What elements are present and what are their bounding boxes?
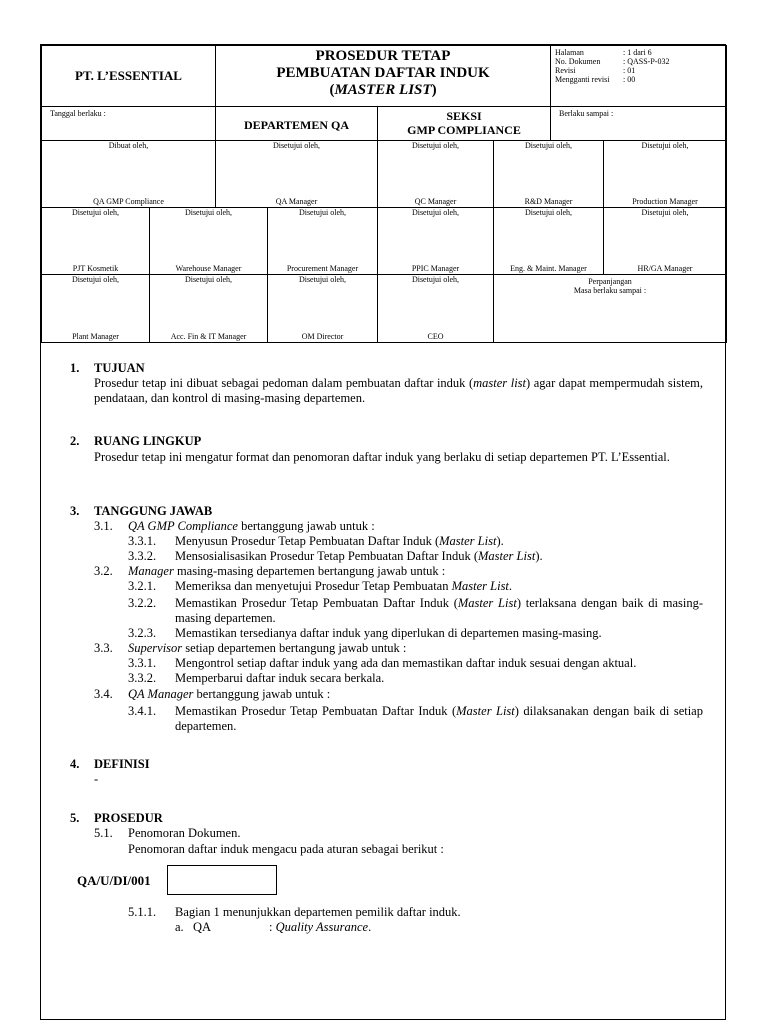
masa-berlaku-label: Masa berlaku sampai :	[573, 286, 647, 295]
meta-label: No. Dokumen	[555, 57, 601, 66]
approval-cell	[377, 274, 494, 343]
tanggal-berlaku-cell	[41, 106, 216, 141]
perpanjangan-cell	[493, 274, 727, 343]
item-text	[175, 534, 504, 549]
approval-cell	[149, 207, 268, 275]
item-text	[128, 564, 445, 579]
approval-cell	[215, 140, 378, 208]
approval-caption: Disetujui oleh,	[272, 141, 321, 150]
text-run: Memeriksa dan menyetujui Prosedur Tetap Pembuatan	[175, 579, 452, 593]
text-run: bertanggung jawab untuk :	[193, 687, 331, 701]
approval-caption: Disetujui oleh,	[641, 141, 689, 150]
title-line-3-italic: MASTER LIST	[334, 82, 432, 98]
approval-cell	[41, 207, 150, 275]
document-code: QA/U/DI/001	[77, 873, 151, 888]
item-text	[128, 687, 330, 702]
text-run-italic: Master List	[439, 534, 497, 548]
meta-block	[555, 48, 725, 84]
item-text	[128, 519, 375, 534]
meta-row	[555, 75, 725, 84]
approval-cell	[493, 207, 604, 275]
approval-role: QC Manager	[414, 197, 457, 206]
berlaku-sampai-cell	[550, 106, 727, 141]
item-number: 5.1.	[94, 826, 113, 840]
section-title: PROSEDUR	[94, 811, 163, 825]
approval-cell	[603, 140, 727, 208]
text-run: ).	[535, 549, 543, 563]
item-text: Penomoran Dokumen.	[128, 826, 241, 840]
section-title: TUJUAN	[94, 361, 145, 375]
text-run: ) terlaksana dengan baik di masing-masing departemen.	[175, 596, 703, 625]
item-number: 3.3.	[94, 641, 113, 655]
title-line-3-open: (	[329, 82, 335, 98]
meta-label: Revisi	[555, 66, 576, 75]
item-key: QA	[193, 920, 212, 934]
approval-caption: Disetujui oleh,	[71, 208, 120, 217]
section-number: 2.	[70, 434, 80, 448]
approval-cell	[267, 207, 378, 275]
text-run: setiap departemen bertangung jawab untuk :	[182, 641, 407, 655]
approval-role: Warehouse Manager	[175, 264, 242, 273]
title-line-1: PROSEDUR TETAP	[315, 48, 451, 64]
section-title: TANGGUNG JAWAB	[94, 504, 213, 518]
document-page	[40, 44, 726, 1020]
perpanjangan-label: Perpanjangan	[588, 277, 632, 286]
text-run: masing-masing departemen bertangung jawab untuk :	[173, 564, 446, 578]
text-run-italic: master list	[473, 376, 527, 390]
text-run: .	[508, 579, 513, 593]
section-title: RUANG LINGKUP	[94, 434, 202, 448]
text-run-italic: QA Manager	[128, 687, 194, 701]
item-text	[175, 549, 543, 564]
meta-row	[555, 48, 725, 57]
approval-caption: Disetujui oleh,	[298, 275, 347, 284]
meta-value: : 01	[623, 66, 636, 75]
title-cell	[215, 45, 551, 107]
approval-role: PJT Kosmetik	[72, 264, 119, 273]
item-number: 3.3.2.	[128, 549, 157, 563]
approval-cell	[603, 207, 727, 275]
text-run-italic: Manager	[128, 564, 174, 578]
text-run: Memastikan Prosedur Tetap Pembuatan Daftar Induk (	[175, 704, 457, 718]
meta-label: Mengganti revisi	[555, 75, 610, 84]
item-number: 3.4.1.	[128, 704, 157, 718]
item-text	[128, 641, 406, 656]
text-run: ) dilaksanakan dengan baik di setiap departemen.	[175, 704, 703, 733]
text-run-italic: QA GMP Compliance	[128, 519, 238, 533]
section-paragraph: -	[94, 772, 99, 786]
meta-label: Halaman	[555, 48, 584, 57]
item-text: Penomoran daftar induk mengacu pada aturan sebagai berikut :	[128, 842, 444, 856]
text-run: Menyusun Prosedur Tetap Pembuatan Daftar Induk (	[175, 534, 440, 548]
approval-role: Procurement Manager	[286, 264, 359, 273]
text-run-italic: Master List	[451, 579, 509, 593]
meta-value: : 00	[623, 75, 636, 84]
approval-caption: Disetujui oleh,	[411, 141, 460, 150]
berlaku-sampai-label: Berlaku sampai :	[559, 109, 614, 118]
approval-role: Eng. & Maint. Manager	[510, 264, 587, 273]
approval-role: QA GMP Compliance	[93, 197, 164, 206]
text-run: Memastikan Prosedur Tetap Pembuatan Daftar Induk (	[175, 596, 458, 610]
item-number: 3.3.2.	[128, 671, 157, 685]
item-text	[175, 579, 512, 594]
seksi-label	[378, 109, 550, 137]
approval-role: HR/GA Manager	[637, 264, 693, 273]
tanggal-berlaku-label: Tanggal berlaku :	[50, 109, 106, 118]
item-text: Memastikan tersedianya daftar induk yang diperlukan di departemen masing-masing.	[175, 626, 602, 640]
text-run-italic: Quality Assurance	[275, 920, 369, 934]
seksi-cell	[377, 106, 551, 141]
item-text	[269, 920, 371, 935]
code-box	[167, 865, 277, 895]
approval-role: OM Director	[301, 332, 344, 341]
company-cell	[41, 45, 216, 107]
item-number: 3.2.3.	[128, 626, 157, 640]
approval-caption: Disetujui oleh,	[524, 208, 573, 217]
text-run: :	[269, 920, 276, 934]
item-text: Memperbarui daftar induk secara berkala.	[175, 671, 385, 685]
approval-caption: Disetujui oleh,	[298, 208, 347, 217]
meta-value: : 1 dari 6	[623, 48, 652, 57]
doc-title	[216, 48, 550, 99]
item-number: 3.3.1.	[128, 534, 157, 548]
section-number: 5.	[70, 811, 80, 825]
section-number: 1.	[70, 361, 80, 375]
section-number: 4.	[70, 757, 80, 771]
item-number: 3.4.	[94, 687, 113, 701]
approval-cell	[493, 140, 604, 208]
approval-cell	[149, 274, 268, 343]
approval-caption: Disetujui oleh,	[641, 208, 689, 217]
approval-role: Production Manager	[632, 197, 698, 206]
approval-cell	[377, 140, 494, 208]
item-number: 3.2.1.	[128, 579, 157, 593]
title-line-3	[216, 82, 550, 99]
item-text	[175, 704, 703, 734]
item-number: 3.2.	[94, 564, 113, 578]
item-text	[175, 596, 703, 626]
text-run-italic: Master List	[457, 596, 517, 610]
title-line-3-close: )	[431, 82, 437, 98]
text-run: Mensosialisasikan Prosedur Tetap Pembuatan Daftar Induk (	[175, 549, 478, 563]
meta-row	[555, 66, 725, 75]
approval-caption: Disetujui oleh,	[184, 275, 233, 284]
perpanjangan-block	[494, 277, 726, 295]
text-run: Prosedur tetap ini dibuat sebagai pedoman dalam pembuatan daftar induk (	[94, 376, 474, 390]
text-run: ) agar dapat mempermudah sistem, pendataan, dan kontrol di masing-masing departemen.	[94, 376, 704, 405]
meta-cell	[550, 45, 727, 107]
approval-cell	[41, 140, 216, 208]
company-name: PT. L’ESSENTIAL	[75, 68, 182, 83]
approval-caption: Dibuat oleh,	[108, 141, 149, 150]
approval-role: Plant Manager	[72, 332, 119, 341]
approval-cell	[377, 207, 494, 275]
item-text: Mengontrol setiap daftar induk yang ada dan memastikan daftar induk sesuai dengan aktual.	[175, 656, 637, 670]
approval-caption: Disetujui oleh,	[71, 275, 120, 284]
item-number: 3.2.2.	[128, 596, 157, 610]
meta-value: : QASS-P-032	[623, 57, 670, 66]
section-number: 3.	[70, 504, 80, 518]
approval-role: R&D Manager	[524, 197, 573, 206]
seksi-line-1: SEKSI	[446, 109, 482, 123]
title-line-2: PEMBUATAN DAFTAR INDUK	[276, 65, 490, 81]
item-number: 3.3.1.	[128, 656, 157, 670]
item-number: a.	[175, 920, 184, 934]
approval-role: QA Manager	[275, 197, 318, 206]
approval-caption: Disetujui oleh,	[184, 208, 233, 217]
seksi-line-2: GMP COMPLIANCE	[407, 123, 521, 137]
approval-caption: Disetujui oleh,	[411, 208, 460, 217]
section-title: DEFINISI	[94, 757, 150, 771]
item-number: 5.1.1.	[128, 905, 157, 919]
section-paragraph: Prosedur tetap ini mengatur format dan penomoran daftar induk yang berlaku di setiap departemen PT. L’Essential.	[94, 450, 670, 464]
text-run: bertanggung jawab untuk :	[237, 519, 375, 533]
approval-role: PPIC Manager	[411, 264, 460, 273]
section-paragraph	[94, 376, 703, 406]
approval-cell	[41, 274, 150, 343]
meta-row	[555, 57, 725, 66]
item-number: 3.1.	[94, 519, 113, 533]
text-run: .	[368, 920, 372, 934]
text-run: ).	[496, 534, 504, 548]
approval-caption: Disetujui oleh,	[411, 275, 460, 284]
text-run-italic: Supervisor	[128, 641, 183, 655]
item-text: Bagian 1 menunjukkan departemen pemilik daftar induk.	[175, 905, 461, 919]
approval-cell	[267, 274, 378, 343]
approval-role: Acc. Fin & IT Manager	[170, 332, 247, 341]
departemen-label: DEPARTEMEN QA	[243, 118, 350, 132]
text-run-italic: Master List	[456, 704, 515, 718]
approval-caption: Disetujui oleh,	[524, 141, 573, 150]
text-run-italic: Master List	[478, 549, 536, 563]
approval-role: CEO	[427, 332, 444, 341]
departemen-cell	[215, 106, 378, 141]
